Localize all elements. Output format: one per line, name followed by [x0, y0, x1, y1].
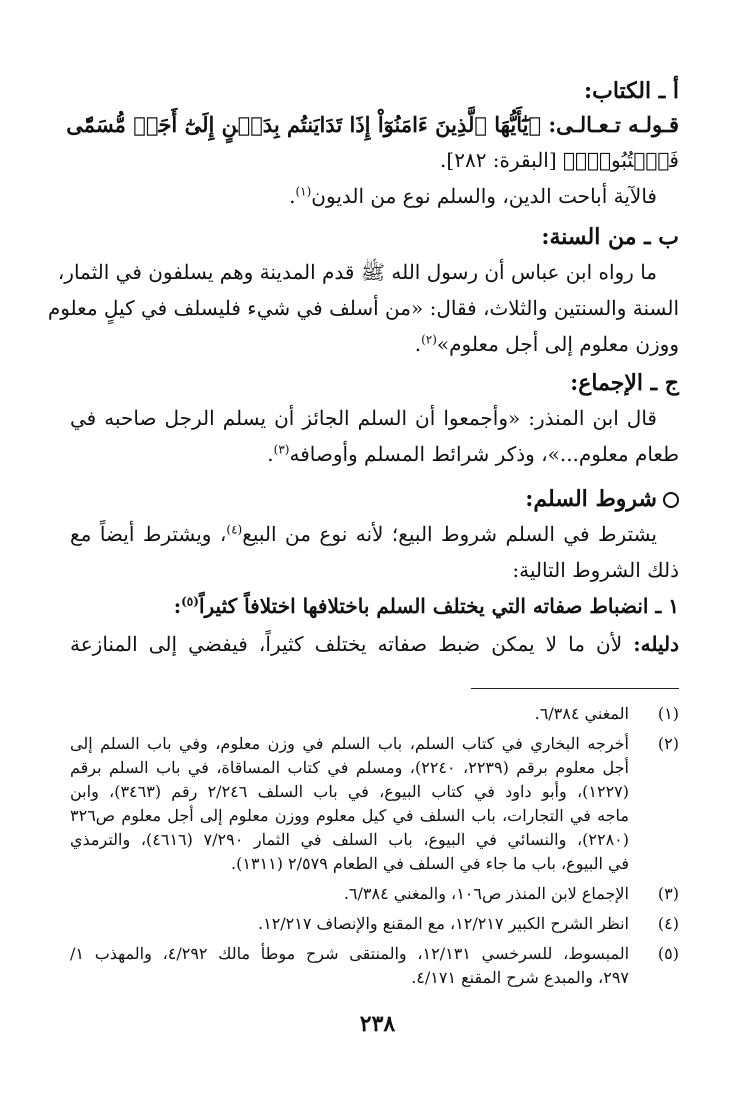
condition-1-end: : — [173, 594, 182, 618]
condition-1 — [70, 594, 679, 618]
footnote-number: (١) — [657, 704, 679, 723]
footnote-divider — [471, 688, 679, 689]
footnote-line: الإجماع لابن المنذر ص١٠٦، والمغني ٦/٣٨٤. — [343, 884, 629, 903]
footnote-line: المبسوط، للسرخسي ١٢/١٣١، والمنتقى شرح موطأ مالك ٤/٢٩٢، والمهذب ١/ — [70, 944, 630, 963]
footnote-line: أجل معلوم برقم (٢٢٣٩، ٢٢٤٠)، ومسلم في كتاب المساقاة، في باب السلم برقم — [70, 758, 629, 777]
conditions-line-1 — [70, 522, 657, 546]
quran-verse-line-1: قـولـه تـعـالـى: ﴿يَٰٓأَيُّهَا ٱلَّذِينَ ءَامَنُوٓاْ إِذَا تَدَايَنتُم بِدَيۡنٍ إِلَىٰٓ أَجَلٖ مُّسَمّٗى — [66, 112, 679, 137]
ijma-line-2-end: . — [267, 442, 274, 466]
sunnah-line-2: السنة والسنتين والثلاث، فقال: «من أسلف في شيء فليسلف في كيلٍ معلوم — [47, 296, 679, 320]
footnote-ref-3: (٣) — [273, 442, 290, 457]
footnote-number: (٤) — [657, 914, 679, 933]
footnote — [70, 912, 679, 936]
footnote-line: أخرجه البخاري في كتاب السلم، باب السلم في وزن معلوم، وفي باب السلم إلى — [70, 734, 629, 753]
evidence-label: دليله: — [633, 632, 679, 656]
sunnah-line-3 — [70, 332, 679, 356]
footnote-number: (٣) — [657, 884, 679, 903]
footnote-line: ٢٩٧، والمبدع شرح المقنع ٤/١٧١. — [411, 968, 629, 987]
footnote-line: (١٢٢٧)، وأبو داود في كتاب البيوع، في باب السلف ٢/٢٤٦ رقم (٣٤٦٣)، وابن — [70, 782, 630, 801]
sunnah-line-3-text: ووزن معلوم إلى أجل معلوم» — [436, 332, 679, 356]
evidence-line — [70, 632, 679, 656]
footnote-text — [70, 882, 629, 906]
ijma-line-2-text: طعام معلوم...»، وذكر شرائط المسلم وأوصافه — [289, 442, 679, 466]
footnote — [70, 702, 679, 726]
footnote-line: ماجه في التجارات، باب السلف في كيل معلوم ووزن معلوم إلى أجل معلوم ص٣٢٦ — [70, 806, 629, 825]
book-paragraph-text: فالآية أباحت الدين، والسلم نوع من الديون — [311, 184, 657, 208]
footnote — [70, 732, 679, 876]
ijma-line-2 — [70, 442, 679, 466]
footnote — [70, 942, 679, 990]
book-paragraph-end: . — [289, 184, 296, 208]
footnote-line: (٢٢٨٠)، والنسائي في البيوع، باب السلف في الثمار ٧/٢٩٠ (٤٦١٦)، والترمذي — [70, 830, 630, 849]
section-heading-sunnah: ب ـ من السنة: — [541, 224, 679, 250]
circle-bullet-icon — [663, 492, 679, 508]
section-heading-ijma: ج ـ الإجماع: — [570, 370, 679, 396]
footnote-line: المغني ٦/٣٨٤. — [534, 704, 629, 723]
footnote-ref-1: (١) — [295, 184, 312, 199]
section-heading-book: أ ـ الكتاب: — [583, 78, 679, 104]
footnote — [70, 882, 679, 906]
footnote-ref-2: (٢) — [421, 332, 437, 347]
conditions-line-2: ذلك الشروط التالية: — [512, 558, 679, 582]
evidence-text: لأن ما لا يمكن ضبط صفاته يختلف كثيراً، فيفضي إلى المنازعة — [70, 632, 623, 656]
footnote-number: (٥) — [657, 944, 679, 963]
footnote-line: في البيوع، باب ما جاء في السلف في الطعام ٢/٥٧٩ (١٣١١). — [231, 854, 629, 873]
footnote-line: انظر الشرح الكبير ١٢/٢١٧، مع المقنع والإنصاف ١٢/٢١٧. — [258, 914, 629, 933]
condition-1-text: ١ ـ انضباط صفاته التي يختلف السلم باختلافها اختلافاً كثيراً — [198, 594, 679, 618]
conditions-heading-text: شروط السلم: — [525, 486, 657, 512]
footnote-text — [70, 942, 629, 990]
footnote-text — [70, 912, 629, 936]
footnote-text — [70, 732, 629, 876]
book-paragraph — [70, 184, 657, 208]
conditions-line-1-a: يشترط في السلم شروط البيع؛ لأنه نوع من البيع — [242, 522, 658, 546]
page-number: ٢٣٨ — [359, 1011, 396, 1037]
footnote-number: (٢) — [657, 734, 679, 753]
footnote-ref-4: (٤) — [226, 522, 243, 537]
quran-verse-line-2: فَٱكۡتُبُوهُۚ﴾ [البقرة: ٢٨٢]. — [440, 148, 679, 172]
conditions-line-1-b: ، ويشترط أيضاً مع — [70, 522, 227, 546]
footnote-ref-5: (٥) — [181, 594, 199, 609]
conditions-heading — [70, 486, 679, 512]
footnote-text — [70, 702, 629, 726]
sunnah-line-1: ما رواه ابن عباس أن رسول الله ﷺ قدم المدينة وهم يسلفون في الثمار، — [57, 260, 657, 284]
ijma-line-1: قال ابن المنذر: «وأجمعوا أن السلم الجائز أن يسلم الرجل صاحبه في — [70, 406, 657, 430]
sunnah-line-3-end: . — [414, 332, 422, 356]
